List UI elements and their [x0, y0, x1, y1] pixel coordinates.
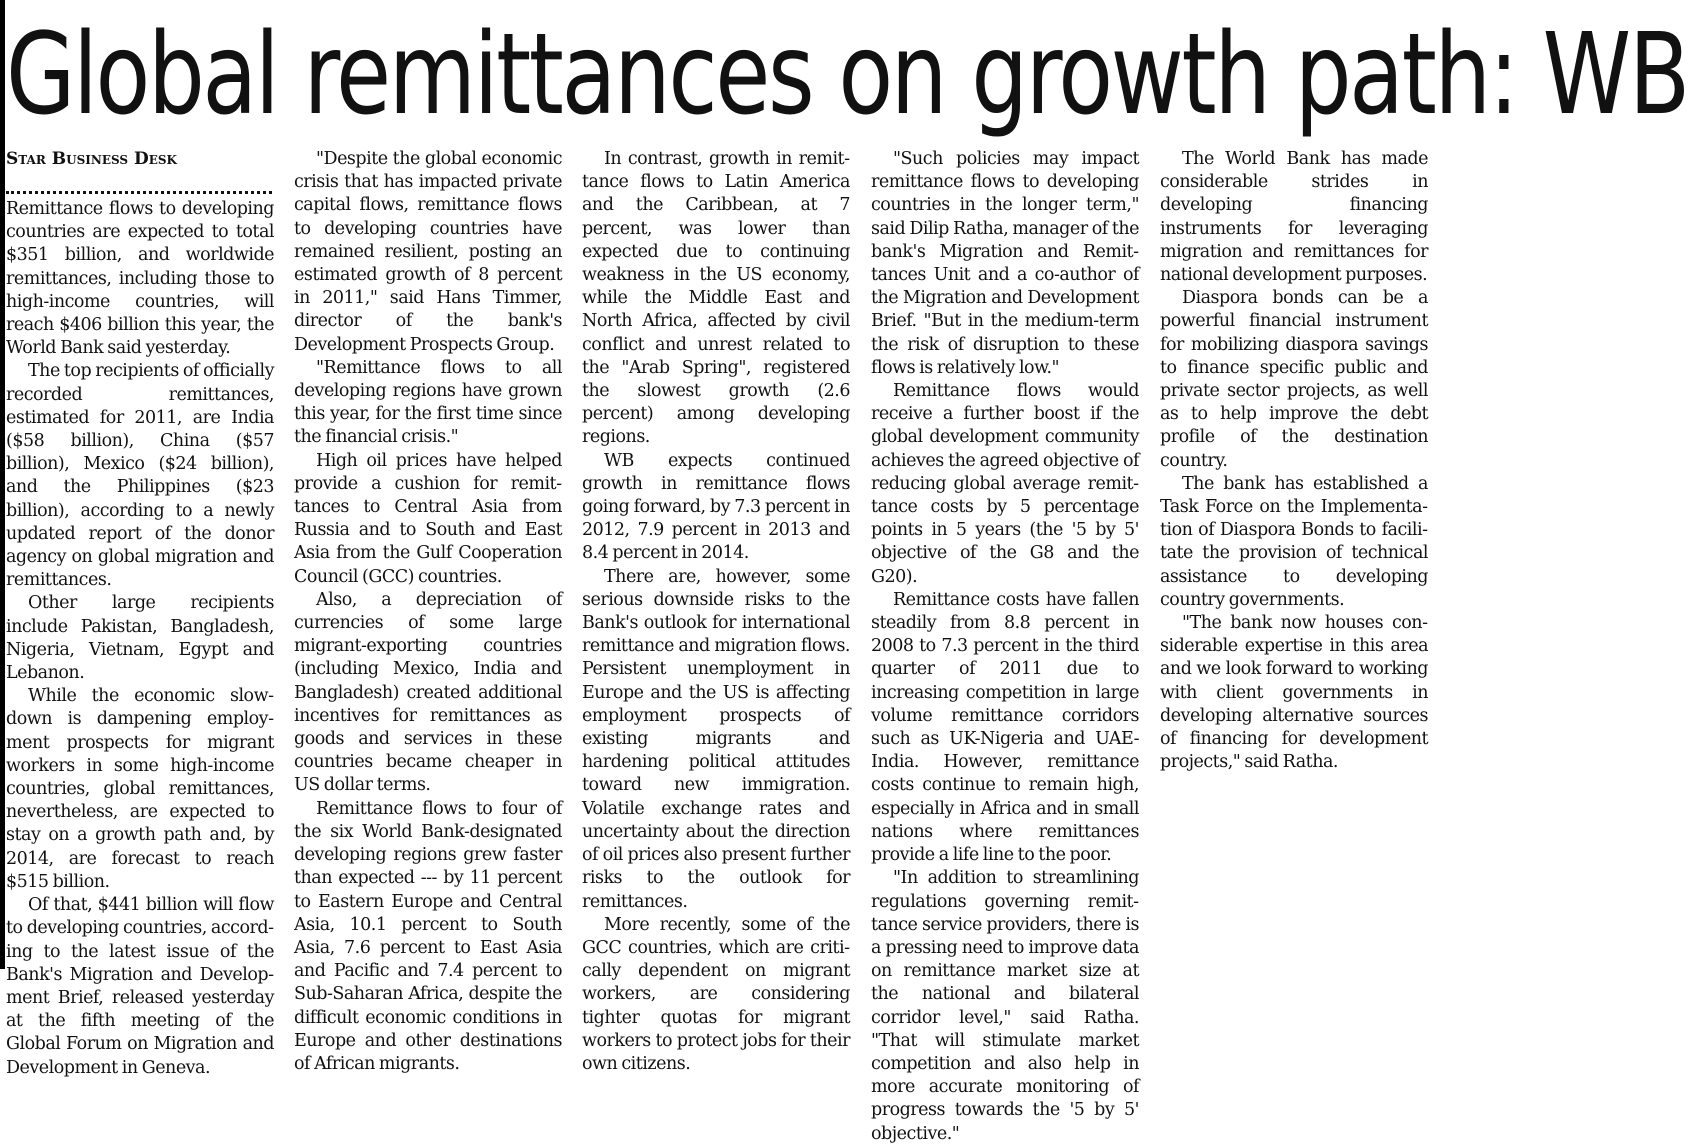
article-paragraph: The bank has established a Task Force on the Implementation of Diaspora Bonds to facilitate the provision of technical assistance to developing country governments.: [1160, 473, 1428, 610]
article-paragraph: Of that, $441 billion will flow to developing countries, according to the latest issue of the Bank's Migration and Development Brief, released yesterday at the fifth meeting of the Global Forum on Migration and Development in Geneva.: [6, 895, 274, 1078]
article-paragraph: High oil prices have helped provide a cushion for remittances to Central Asia from Russia and to South and East Asia from the Gulf Cooperation Council (GCC) countries.: [294, 450, 562, 587]
article-paragraph: Diaspora bonds can be a powerful financial instrument for mobilizing diaspora savings to finance specific public and private sector projects, as well as to help improve the debt profile of the destination country.: [1160, 288, 1428, 471]
article-column-1: [6, 148, 274, 1078]
article-paragraph: There are, however, some serious downside risks to the Bank's outlook for international remittance and migration flows. Persistent unemployment in Europe and the US is affecting employment prospects of existing migrants and hardening political attitudes toward new immigration. Volatile exchange rates and uncertainty about the direction of oil prices also present further risks to the outlook for remittances.: [582, 566, 850, 912]
article-paragraph: Remittance flows to developing countries are expected to total $351 billion, and worldwide remittances, including those to high-income countries, will reach $406 billion this year, the World Bank said yesterday.: [6, 199, 274, 359]
article-column-2: [294, 148, 562, 1074]
left-border-rule: [0, 0, 5, 969]
article-paragraph: In contrast, growth in remittance flows to Latin America and the Caribbean, at 7 percent, was lower than expected due to continuing weakness in the US economy, while the Middle East and North Africa, affected by civil conflict and unrest related to the "Arab Spring", registered the slowest growth (2.6 percent) among developing regions.: [582, 149, 850, 448]
article-paragraph: Remittance flows would receive a further boost if the global development community achieves the agreed objective of reducing global average remittance costs by 5 percentage points in 5 years (the '5 by 5' objective of the G8 and the G20).: [871, 381, 1139, 587]
article-paragraph: "In addition to streamlining regulations governing remittance service providers, there is a pressing need to improve data on remittance market size at the national and bilateral corridor level," said Ratha. "That will stimulate market competition and also help in more accurate monitoring of progress towards the '5 by 5' objective.": [871, 868, 1139, 1144]
article-paragraph: Remittance flows to four of the six World Bank-designated developing regions grew faster than expected --- by 11 percent to Eastern Europe and Central Asia, 10.1 percent to South Asia, 7.6 percent to East Asia and Pacific and 7.4 percent to Sub-Saharan Africa, despite the difficult economic conditions in Europe and other destinations of African migrants.: [294, 798, 562, 1074]
article-paragraph: Remittance costs have fallen steadily from 8.8 percent in 2008 to 7.3 percent in the third quarter of 2011 due to increasing competition in large volume remittance corridors such as UK-Nigeria and UAE-India. However, remittance costs continue to remain high, especially in Africa and in small nations where remittances provide a life line to the poor.: [871, 589, 1139, 866]
article-paragraph: The top recipients of officially recorded remittances, estimated for 2011, are India ($58 billion), China ($57 billion), Mexico ($24 billion), and the Philippines ($23 billion), according to a newly updated report of the donor agency on global migration and remittances.: [6, 361, 274, 591]
article-column-3: [582, 148, 850, 1074]
article-paragraph: More recently, some of the GCC countries, which are critically dependent on migrant workers, are considering tighter quotas for migrant workers to protect jobs for their own citizens.: [582, 914, 850, 1074]
article-paragraph: "The bank now houses considerable expertise in this area and we look forward to working with client governments in developing alternative sources of financing for development projects," said Ratha.: [1160, 613, 1428, 773]
article-column-4: [871, 148, 1139, 1144]
article-paragraph: "Despite the global economic crisis that has impacted private capital flows, remittance flows to developing countries have remained resilient, posting an estimated growth of 8 percent in 2011," said Hans Timmer, director of the bank's Development Prospects Group.: [294, 149, 562, 355]
article-paragraph: Other large recipients include Pakistan, Bangladesh, Nigeria, Vietnam, Egypt and Lebanon.: [6, 593, 274, 684]
article-column-5: [1160, 148, 1428, 968]
article-paragraph: "Remittance flows to all developing regions have grown this year, for the first time since the financial crisis.": [294, 357, 562, 448]
article-paragraph: While the economic slowdown is dampening employment prospects for migrant workers in some high-income countries, global remittances, nevertheless, are expected to stay on a growth path and, by 2014, are forecast to reach $515 billion.: [6, 686, 274, 892]
byline: Star Business Desk: [6, 149, 177, 169]
article-paragraph: "Such policies may impact remittance flows to developing countries in the longer term," said Dilip Ratha, manager of the bank's Migration and Remittances Unit and a co-author of the Migration and Development Brief. "But in the medium-term the risk of disruption to these flows is relatively low.": [871, 149, 1139, 378]
article-paragraph: The World Bank has made considerable strides in developing financing instruments for leveraging migration and remittances for national development purposes.: [1160, 149, 1428, 286]
headline: Global remittances on growth path: WB: [6, 10, 1688, 140]
article-paragraph: WB expects continued growth in remittance flows going forward, by 7.3 percent in 2012, 7.9 percent in 2013 and 8.4 percent in 2014.: [582, 450, 850, 564]
byline-dotted-rule: [6, 171, 272, 194]
article-paragraph: Also, a depreciation of currencies of some large migrant-exporting countries (including Mexico, India and Bangladesh) created additional incentives for remittances as goods and services in these countries became cheaper in US dollar terms.: [294, 589, 562, 796]
